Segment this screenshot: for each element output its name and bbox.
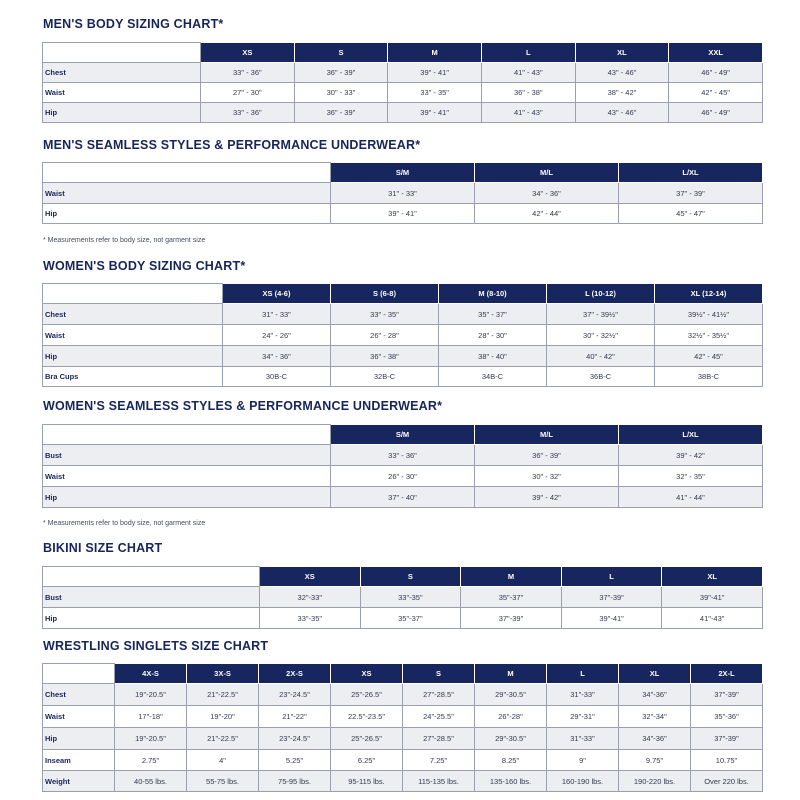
wrestling-title: WRESTLING SINGLETS SIZE CHART: [43, 639, 269, 653]
table-cell: 24" - 26": [223, 325, 331, 346]
table-cell: 160-190 lbs.: [547, 771, 619, 792]
row-label: Chest: [43, 304, 223, 325]
size-header-l-xl: L/XL: [619, 163, 763, 183]
size-header-s-m: S/M: [331, 425, 475, 445]
table-cell: 37"-39": [561, 587, 662, 608]
table-cell: 29"-31": [547, 706, 619, 728]
size-header-m-l: M/L: [475, 163, 619, 183]
table-cell: 39"-41": [662, 587, 763, 608]
table-row-hip: [43, 204, 763, 224]
size-header-m: M: [461, 567, 562, 587]
size-header-xxl: XXL: [669, 43, 763, 63]
table-cell: 36B-C: [547, 367, 655, 387]
table-row-waist: [43, 183, 763, 204]
size-header-xl: XL: [619, 664, 691, 684]
header-corner-cell: [43, 567, 260, 587]
table-cell: Over 220 lbs.: [691, 771, 763, 792]
table-cell: 38" - 40": [439, 346, 547, 367]
header-row: [43, 425, 763, 445]
row-label: Bra Cups: [43, 367, 223, 387]
table-cell: 29"-30.5": [475, 684, 547, 706]
table-row-chest: [43, 63, 763, 83]
table-cell: 6.25": [331, 750, 403, 771]
table-cell: 39" - 42": [475, 487, 619, 508]
table-cell: 4": [187, 750, 259, 771]
table-cell: 34" - 36": [475, 183, 619, 204]
size-header-xs-4-6: XS (4-6): [223, 284, 331, 304]
size-header-l-xl: L/XL: [619, 425, 763, 445]
table-cell: 23"-24.5": [259, 684, 331, 706]
table-cell: 24"-25.5": [403, 706, 475, 728]
table-cell: 33" - 36": [201, 63, 295, 83]
table-cell: 26"-28": [475, 706, 547, 728]
table-row-bust: [43, 587, 763, 608]
table-cell: 36" - 39": [294, 103, 388, 123]
table-cell: 55-75 lbs.: [187, 771, 259, 792]
table-row-hip: [43, 346, 763, 367]
table-cell: 42" - 44": [475, 204, 619, 224]
table-row-chest: [43, 304, 763, 325]
table-cell: 40-55 lbs.: [115, 771, 187, 792]
header-corner-cell: [43, 664, 115, 684]
table-cell: 32" - 35": [619, 466, 763, 487]
table-cell: 40" - 42": [547, 346, 655, 367]
table-cell: 39" - 42": [619, 445, 763, 466]
row-label: Waist: [43, 325, 223, 346]
table-cell: 38" - 42": [575, 83, 669, 103]
row-label: Waist: [43, 83, 201, 103]
table-cell: 31"-33": [547, 728, 619, 750]
table-cell: 35"-37": [360, 608, 461, 629]
row-label: Hip: [43, 487, 331, 508]
header-corner-cell: [43, 163, 331, 183]
table-cell: 33"-35": [360, 587, 461, 608]
table-cell: 41" - 43": [481, 63, 575, 83]
table-cell: 23"-24.5": [259, 728, 331, 750]
table-cell: 32B-C: [331, 367, 439, 387]
table-cell: 37" - 39": [619, 183, 763, 204]
table-cell: 5.25": [259, 750, 331, 771]
table-cell: 7.25": [403, 750, 475, 771]
table-cell: 45" - 47": [619, 204, 763, 224]
header-row: [43, 664, 763, 684]
table-cell: 39"-41": [561, 608, 662, 629]
table-cell: 10.75": [691, 750, 763, 771]
size-header-s-6-8: S (6-8): [331, 284, 439, 304]
table-cell: 30" - 32": [475, 466, 619, 487]
table-cell: 19"-20.5": [115, 684, 187, 706]
table-cell: 38B-C: [655, 367, 763, 387]
women-seamless-note: * Measurements refer to body size, not garment size: [43, 520, 206, 527]
table-cell: 34B-C: [439, 367, 547, 387]
table-cell: 30B-C: [223, 367, 331, 387]
table-cell: 37"-39": [691, 684, 763, 706]
size-header-xs: XS: [260, 567, 361, 587]
table-row-hip: [43, 487, 763, 508]
table-cell: 43" - 46": [575, 63, 669, 83]
row-label: Waist: [43, 466, 331, 487]
row-label: Weight: [43, 771, 115, 792]
table-cell: 26" - 30": [331, 466, 475, 487]
table-cell: 34"-36": [619, 728, 691, 750]
men-body-table: [42, 42, 763, 123]
table-cell: 39" - 41": [331, 204, 475, 224]
table-cell: 22.5"-23.5": [331, 706, 403, 728]
row-label: Hip: [43, 728, 115, 750]
size-header-s: S: [360, 567, 461, 587]
header-corner-cell: [43, 284, 223, 304]
size-header-l: L: [547, 664, 619, 684]
table-cell: 31" - 33": [223, 304, 331, 325]
men-seamless-note: * Measurements refer to body size, not garment size: [43, 237, 206, 244]
header-corner-cell: [43, 43, 201, 63]
table-cell: 31"-33": [547, 684, 619, 706]
size-header-l-10-12: L (10-12): [547, 284, 655, 304]
size-header-xl: XL: [575, 43, 669, 63]
row-label: Hip: [43, 103, 201, 123]
row-label: Inseam: [43, 750, 115, 771]
table-cell: 75-95 lbs.: [259, 771, 331, 792]
table-cell: 26" - 28": [331, 325, 439, 346]
men-seamless-table: [42, 162, 763, 224]
table-cell: 33" - 36": [201, 103, 295, 123]
bikini-title: BIKINI SIZE CHART: [43, 541, 163, 555]
table-cell: 37"-39": [691, 728, 763, 750]
size-header-l: L: [481, 43, 575, 63]
size-header-2x-s: 2X-S: [259, 664, 331, 684]
size-header-xl-12-14: XL (12-14): [655, 284, 763, 304]
women-seamless-title: WOMEN'S SEAMLESS STYLES & PERFORMANCE UNDERWEAR*: [43, 399, 443, 413]
row-label: Chest: [43, 684, 115, 706]
table-row-waist: [43, 706, 763, 728]
table-cell: 21"-22.5": [187, 684, 259, 706]
table-cell: 37"-39": [461, 608, 562, 629]
size-header-xl: XL: [662, 567, 763, 587]
header-row: [43, 567, 763, 587]
table-cell: 37" - 40": [331, 487, 475, 508]
size-header-m-8-10: M (8-10): [439, 284, 547, 304]
size-header-2x-l: 2X-L: [691, 664, 763, 684]
table-cell: 41" - 43": [481, 103, 575, 123]
men-seamless-title: MEN'S SEAMLESS STYLES & PERFORMANCE UNDERWEAR*: [43, 138, 421, 152]
table-cell: 32"-34": [619, 706, 691, 728]
table-cell: 9": [547, 750, 619, 771]
table-cell: 35"-36": [691, 706, 763, 728]
table-cell: 36" - 38": [331, 346, 439, 367]
table-cell: 2.75": [115, 750, 187, 771]
table-cell: 34"-36": [619, 684, 691, 706]
size-header-xs: XS: [331, 664, 403, 684]
table-row-waist: [43, 325, 763, 346]
table-cell: 46" - 49": [669, 103, 763, 123]
table-cell: 41"-43": [662, 608, 763, 629]
table-cell: 19"-20.5": [115, 728, 187, 750]
header-row: [43, 43, 763, 63]
bikini-table: [42, 566, 763, 629]
table-cell: 30" - 33": [294, 83, 388, 103]
table-cell: 9.75": [619, 750, 691, 771]
table-cell: 33" - 36": [331, 445, 475, 466]
size-header-xs: XS: [201, 43, 295, 63]
women-body-title: WOMEN'S BODY SIZING CHART*: [43, 259, 246, 273]
row-label: Waist: [43, 183, 331, 204]
table-cell: 41" - 44": [619, 487, 763, 508]
table-row-bust: [43, 445, 763, 466]
table-cell: 42" - 45": [655, 346, 763, 367]
table-cell: 27"-28.5": [403, 684, 475, 706]
table-cell: 36" - 38": [481, 83, 575, 103]
table-cell: 28" - 30": [439, 325, 547, 346]
table-cell: 35" - 37": [439, 304, 547, 325]
table-cell: 37" - 39½": [547, 304, 655, 325]
table-cell: 31" - 33": [331, 183, 475, 204]
wrestling-table: [42, 663, 763, 792]
header-row: [43, 284, 763, 304]
table-cell: 25"-26.5": [331, 728, 403, 750]
table-cell: 27" - 30": [201, 83, 295, 103]
table-cell: 95-115 lbs.: [331, 771, 403, 792]
table-cell: 36" - 39": [294, 63, 388, 83]
row-label: Waist: [43, 706, 115, 728]
table-row-bra-cups: [43, 367, 763, 387]
row-label: Hip: [43, 204, 331, 224]
table-cell: 33" - 35": [331, 304, 439, 325]
women-body-table: [42, 283, 763, 387]
size-header-4x-s: 4X-S: [115, 664, 187, 684]
header-corner-cell: [43, 425, 331, 445]
table-cell: 21"-22": [259, 706, 331, 728]
table-row-waist: [43, 83, 763, 103]
size-header-m: M: [475, 664, 547, 684]
table-cell: 135-160 lbs.: [475, 771, 547, 792]
table-cell: 115-135 lbs.: [403, 771, 475, 792]
table-cell: 32½" - 35½": [655, 325, 763, 346]
size-header-m-l: M/L: [475, 425, 619, 445]
table-cell: 36" - 39": [475, 445, 619, 466]
table-row-weight: [43, 771, 763, 792]
table-cell: 34" - 36": [223, 346, 331, 367]
table-cell: 39½" - 41½": [655, 304, 763, 325]
table-cell: 21"-22.5": [187, 728, 259, 750]
size-header-s: S: [294, 43, 388, 63]
table-cell: 30" - 32½": [547, 325, 655, 346]
women-seamless-table: [42, 424, 763, 508]
table-cell: 32"-33": [260, 587, 361, 608]
row-label: Hip: [43, 608, 260, 629]
table-row-waist: [43, 466, 763, 487]
table-cell: 33" - 35": [388, 83, 482, 103]
table-cell: 42" - 45": [669, 83, 763, 103]
header-row: [43, 163, 763, 183]
size-header-m: M: [388, 43, 482, 63]
size-header-3x-s: 3X-S: [187, 664, 259, 684]
row-label: Hip: [43, 346, 223, 367]
size-header-s-m: S/M: [331, 163, 475, 183]
row-label: Bust: [43, 445, 331, 466]
table-cell: 35"-37": [461, 587, 562, 608]
table-cell: 43" - 46": [575, 103, 669, 123]
table-row-hip: [43, 103, 763, 123]
table-cell: 29"-30.5": [475, 728, 547, 750]
men-body-title: MEN'S BODY SIZING CHART*: [43, 17, 224, 31]
table-cell: 39" - 41": [388, 103, 482, 123]
table-cell: 17"-18": [115, 706, 187, 728]
table-row-inseam: [43, 750, 763, 771]
row-label: Bust: [43, 587, 260, 608]
table-cell: 19"-20": [187, 706, 259, 728]
row-label: Chest: [43, 63, 201, 83]
table-row-chest: [43, 684, 763, 706]
table-cell: 190-220 lbs.: [619, 771, 691, 792]
table-cell: 33"-35": [260, 608, 361, 629]
size-header-s: S: [403, 664, 475, 684]
table-cell: 25"-26.5": [331, 684, 403, 706]
table-cell: 46" - 49": [669, 63, 763, 83]
size-header-l: L: [561, 567, 662, 587]
table-cell: 27"-28.5": [403, 728, 475, 750]
table-row-hip: [43, 608, 763, 629]
table-cell: 8.25": [475, 750, 547, 771]
table-cell: 39" - 41": [388, 63, 482, 83]
table-row-hip: [43, 728, 763, 750]
